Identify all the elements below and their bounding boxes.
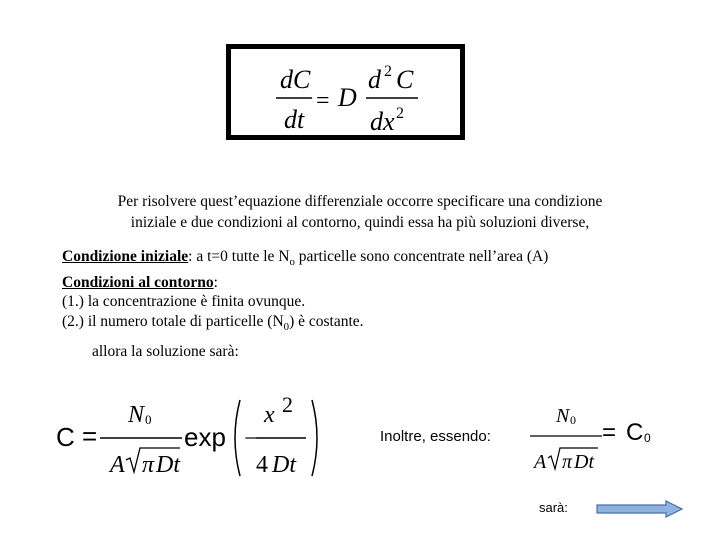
boundary-item-2-sub: 0 (283, 320, 290, 333)
sol-num-sub: 0 (145, 412, 152, 427)
initial-condition-label: Condizione iniziale (62, 248, 189, 265)
boundary-conditions-label: Condizioni al contorno (62, 273, 214, 291)
conditions-block (62, 247, 682, 337)
sol-den-pi: π (142, 452, 155, 478)
second-num-sub: 0 (570, 413, 576, 427)
inoltre-label: Inoltre, essendo: (380, 428, 491, 445)
sol-inner-den-dt: Dt (272, 452, 296, 478)
sol-minus: − (244, 426, 258, 452)
sol-right-paren (312, 400, 317, 476)
second-rhs-sub: 0 (644, 431, 651, 445)
intro-line-1: Per risolvere quest’equazione differenziale occorre specificare una condizione (117, 193, 603, 210)
eq-rhs-den-exp: 2 (396, 105, 404, 122)
second-den-dt: Dt (574, 451, 594, 473)
diffusion-equation (270, 58, 430, 134)
eq-rhs-num-d: d (368, 65, 381, 94)
sol-inner-exp: 2 (282, 392, 293, 417)
second-num-n: N (556, 405, 570, 427)
boundary-item-2-b: ) è costante. (289, 312, 364, 330)
initial-condition-sub: o (289, 256, 295, 269)
solution-formula (54, 392, 324, 484)
eq-lhs-denominator: dt (284, 105, 305, 134)
second-equals: = (602, 419, 617, 446)
boundary-item-2 (62, 312, 682, 338)
initial-condition (62, 247, 682, 273)
sol-num-n: N (128, 402, 145, 428)
sara-label: sarà: (539, 500, 568, 515)
initial-condition-text-a: : a t=0 tutte le N (188, 248, 290, 265)
boundary-conditions (62, 273, 682, 293)
sol-inner-den-4: 4 (256, 452, 268, 478)
solution-lead: allora la soluzione sarà: (92, 343, 239, 360)
next-arrow-button[interactable] (596, 500, 684, 523)
intro-line-2: iniziale e due condizioni al contorno, quindi essa ha più soluzioni diverse, (130, 214, 590, 231)
second-den-pi: π (562, 451, 573, 473)
sol-inner-num-x: x (264, 402, 275, 428)
sol-left-paren (235, 400, 240, 476)
eq-lhs-numerator: dC (280, 65, 311, 94)
eq-rhs-num-exp: 2 (384, 63, 392, 80)
eq-coefficient: D (338, 83, 357, 112)
sol-lhs: C (56, 422, 75, 452)
second-formula (526, 402, 666, 476)
eq-rhs-den-dx: dx (370, 107, 395, 134)
intro-paragraph (60, 191, 660, 233)
initial-condition-text-b: particelle sono concentrate nell’area (A) (294, 248, 549, 265)
eq-rhs-num-c: C (396, 65, 414, 94)
right-arrow-icon[interactable] (597, 501, 682, 517)
boundary-item-1: (1.) la concentrazione è finita ovunque. (62, 293, 306, 311)
boundary-colon: : (213, 273, 218, 291)
sol-den-dt: Dt (156, 452, 180, 478)
sol-exp: exp (184, 422, 226, 452)
boundary-item-2-a: (2.) il numero totale di particelle (N (62, 312, 284, 330)
sol-den-a: A (110, 452, 125, 478)
second-rhs-c: C (626, 419, 644, 446)
eq-equals: = (316, 88, 330, 114)
sol-equals: = (82, 421, 98, 451)
second-den-a: A (534, 451, 547, 473)
